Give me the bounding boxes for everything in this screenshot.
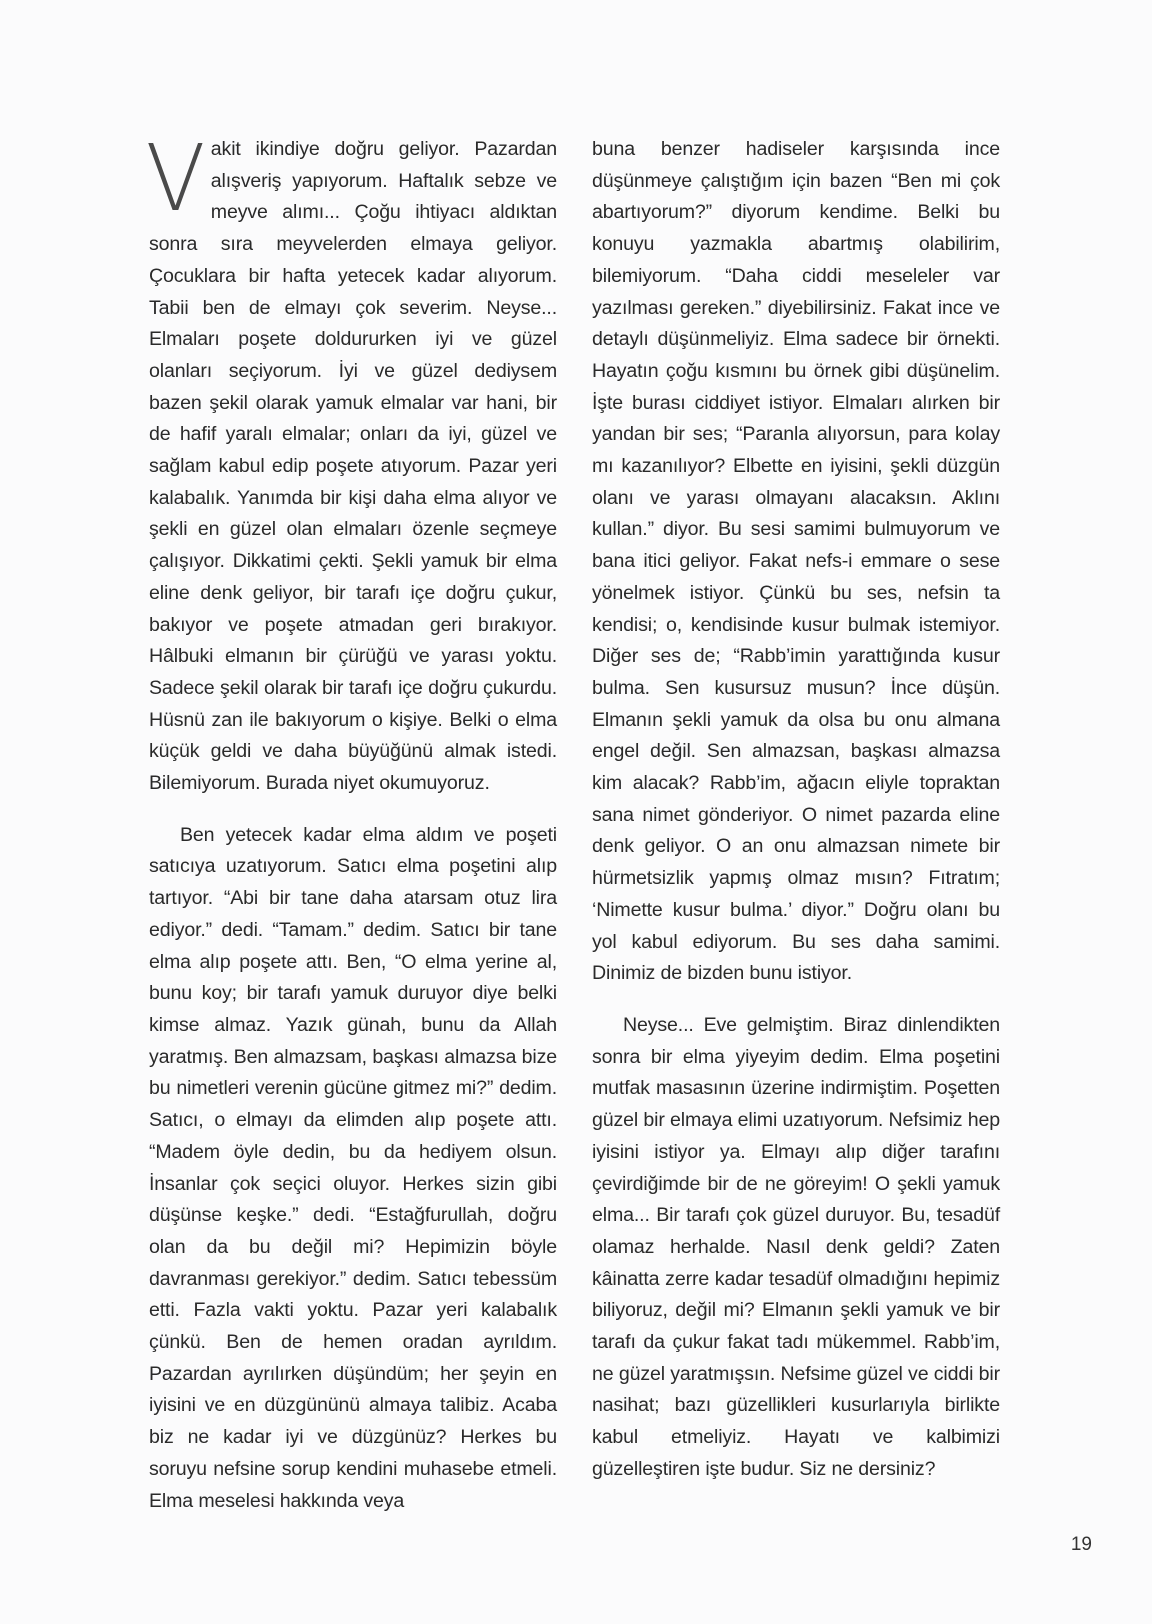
page-number: 19 (1070, 1534, 1092, 1555)
left-column (145, 125, 557, 1517)
paragraph-1-text: akit ikindiye doğru geliyor. Pazardan alışveriş yapıyorum. Haftalık sebze ve meyve alımı... Çoğu ihtiyacı aldıktan sonra sıra meyvelerden elmaya geliyor. Çocuklara bir hafta yetecek kadar alıyorum. Tabii ben de elmayı çok severim. Neyse... Elmaları poşete doldururken iyi ve güzel olanları seçiyorum. İyi ve güzel dediysem bazen şekil olarak yamuk elmalar var hani, bir de hafif yaralı elmalar; onları da iyi, güzel ve sağlam kabul edip poşete atıyorum. Pazar yeri kalabalık. Yanımda bir kişi daha elma alıyor ve şekli en güzel olan elmaları özenle seçmeye çalışıyor. Dikkatimi çekti. Şekli yamuk bir elma eline denk geliyor, bir tarafı içe doğru çukur, bakıyor ve poşete atmadan geri bırakıyor. Hâlbuki elmanın bir çürüğü ve yarası yoktu. Sadece şekil olarak bir tarafı içe doğru çukurdu. Hüsnü zan ile bakıyorum o kişiye. Belki o elma küçük geldi ve daha büyüğünü almak istedi. Bilemiyorum. Burada niyet okumuyoruz. (149, 138, 557, 795)
paragraph-3: buna benzer hadiseler karşısında ince düşünmeye çalıştığım için bazen “Ben mi çok abartıyorum?” diyorum kendime. Belki bu konuyu yazmakla abartmış olabilirim, bilemiyorum. “Daha ciddi meseleler var yazılması gereken.” diyebilirsiniz. Fakat ince ve detaylı düşünmeliyiz. Elma sadece bir örnekti. Hayatın çoğu kısmını bu örnek gibi düşünelim. İşte burası ciddiyet istiyor. Elmaları alırken bir yandan bir ses; “Paranla alıyorsun, para kolay mı kazanılıyor? Elbette en iyisini, şekli düzgün olanı ve yarası olmayanı alacaksın. Aklını kullan.” diyor. Bu sesi samimi bulmuyorum ve bana itici geliyor. Fakat nefs-i emmare o sese yönelmek istiyor. Çünkü bu ses, nefsin ta kendisi; o, kendisinde kusur bulmak istemiyor. Diğer ses de; “Rabb’imin yarattığında kusur bulma. Sen kusursuz musun? İnce düşün. Elmanın şekli yamuk da olsa bu onu almana engel değil. Sen almazsan, başkası almazsa kim alacak? Rabb’im, ağacın eliyle topraktan sana nimet gönderiyor. O nimet pazarda eline denk geliyor. O an onu almazsan nimete bir hürmetsizlik yapmış olmaz mısın? Fıtratım; ‘Nimette kusur bulma.’ diyor.” Doğru olanı bu yol kabul ediyorum. Bu ses daha samimi. Dinimiz de bizden bunu istiyor. (592, 138, 1000, 985)
paragraph-1 (145, 125, 557, 800)
drop-cap: V (145, 125, 206, 232)
paragraph-4: Neyse... Eve gelmiştim. Biraz dinlendikten sonra bir elma yiyeyim dedim. Elma poşetini mutfak masasının üzerine indirmiştim. Poşetten güzel bir elmaya elimi uzatıyorum. Nefsimiz hep iyisini istiyor ya. Elmayı alıp diğer tarafını çevirdiğimde bir de ne göreyim! O şekli yamuk elma... Bir tarafı çok güzel duruyor. Bu, tesadüf olamaz herhalde. Nasıl denk geldi? Zaten kâinatta zerre kadar tesadüf olmadığını hepimiz biliyoruz, değil mi? Elmanın şekli yamuk ve bir tarafı da çukur fakat tadı mükemmel. Rabb’im, ne güzel yaratmışsın. Nefsime güzel ve ciddi bir nasihat; bazı güzellikleri kusurlarıyla birlikte kabul etmeliyiz. Hayatı ve kalbimizi güzelleştiren işte budur. Siz ne dersiniz? (592, 1013, 1000, 1480)
paragraph-2: Ben yetecek kadar elma aldım ve poşeti satıcıya uzatıyorum. Satıcı elma poşetini alıp tartıyor. “Abi bir tane daha atarsam otuz lira ediyor.” dedi. “Tamam.” dedim. Satıcı bir tane elma alıp poşete attı. Ben, “O elma yerine al, bunu koy; bir tarafı yamuk duruyor diye belki kimse almaz. Yazık günah, bunu da Allah yaratmış. Ben almazsam, başkası almazsa bize bu nimetleri verenin gücüne gitmez mi?” dedim. Satıcı, o elmayı da elimden alıp poşete attı. “Madem öyle dedin, bu da hediyem olsun. İnsanlar çok seçici oluyor. Herkes sizin gibi düşünse keşke.” dedi. “Estağfurullah, doğru olan da bu değil mi? Hepimizin böyle davranması gerekiyor.” dedim. Satıcı tebessüm etti. Fazla vakti yoktu. Pazar yeri kalabalık çünkü. Ben de hemen oradan ayrıldım. Pazardan ayrılırken düşündüm; her şeyin en iyisini ve en düzgününü almaya talibiz. Acaba biz ne kadar iyi ve düzgünüz? Herkes bu soruyu nefsine sorup kendini muhasebe etmeli. Elma meselesi hakkında veya (149, 823, 557, 1512)
right-column (592, 134, 1000, 1486)
